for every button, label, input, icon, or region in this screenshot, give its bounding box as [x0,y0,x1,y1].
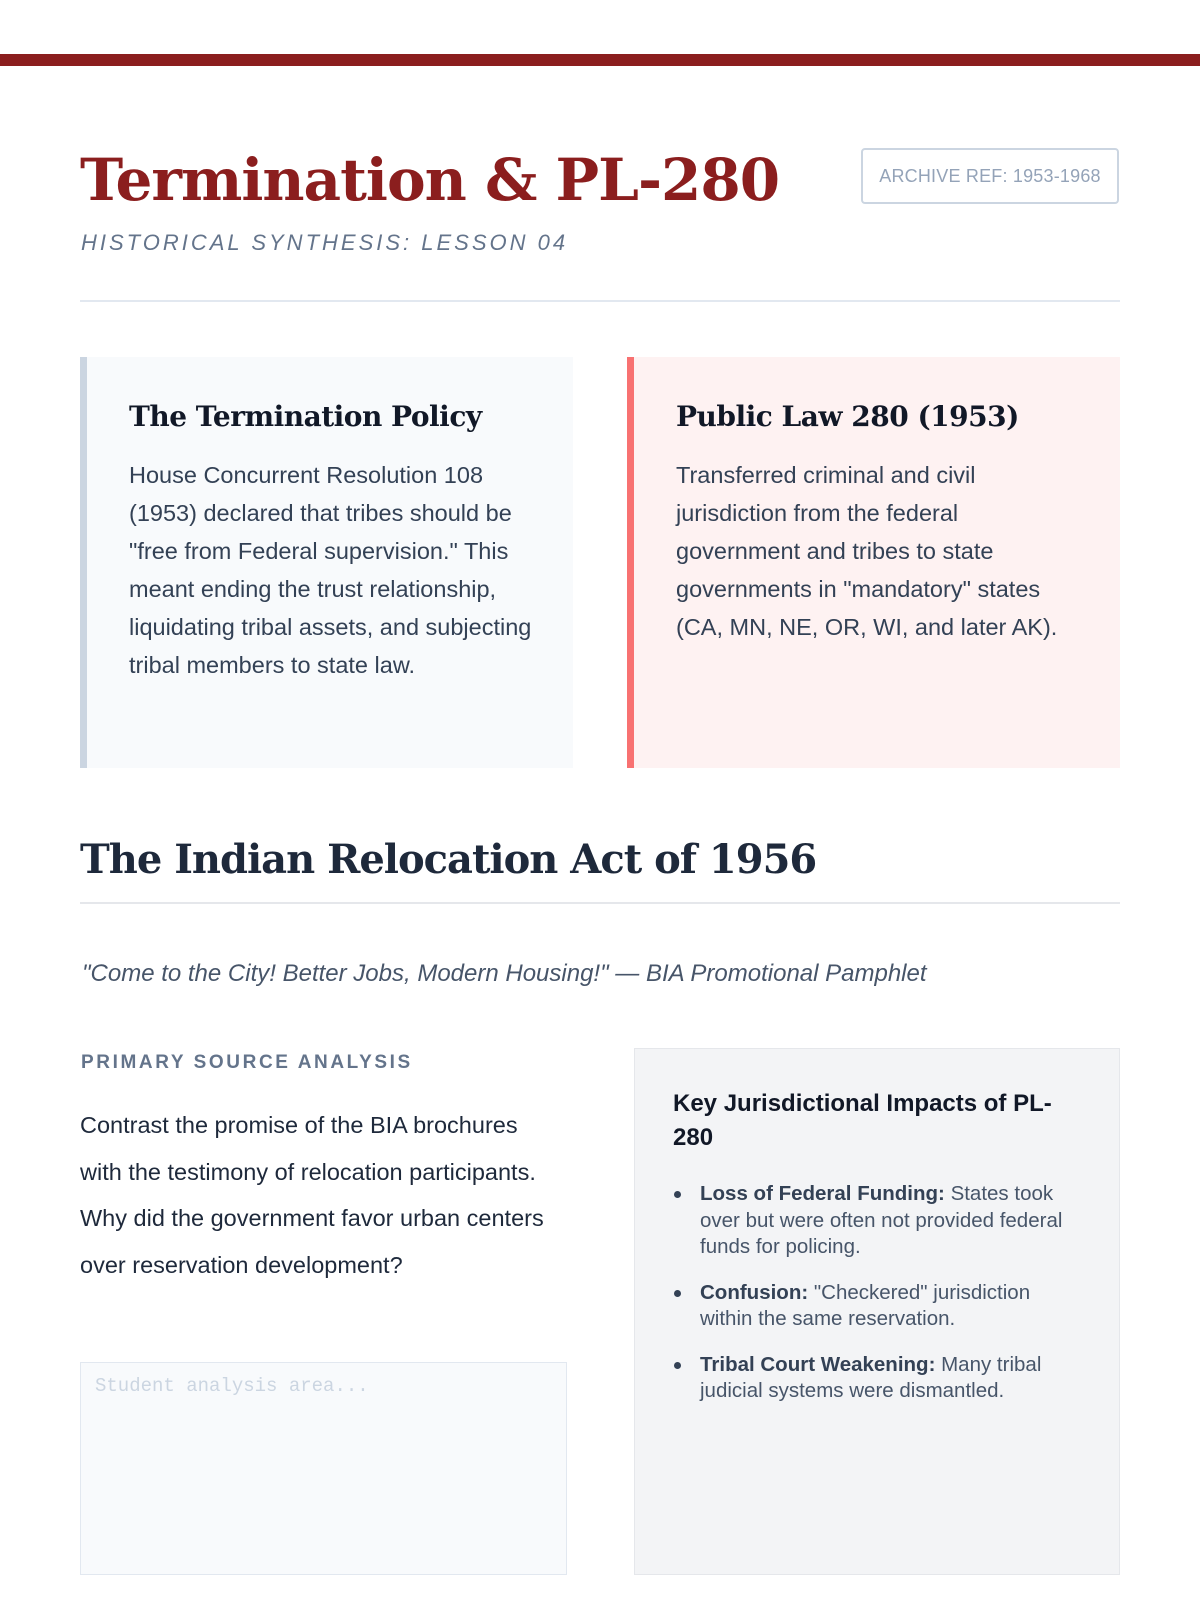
impact-term: Tribal Court Weakening: [700,1352,942,1376]
section-divider [80,902,1120,904]
termination-policy-title: The Termination Policy [129,400,482,433]
impact-term: Loss of Federal Funding: [700,1182,951,1205]
page-title: Termination & PL-280 [80,146,780,214]
public-law-280-card [627,357,1120,768]
bullet-icon [674,1191,681,1198]
top-accent-bar [0,54,1200,66]
impact-text: States took over but were often not provided federal funds for policing. [700,1182,1063,1258]
relocation-section-title: The Indian Relocation Act of 1956 [80,836,817,883]
header-divider [80,300,1120,302]
impacts-title: Key Jurisdictional Impacts of PL-280 [673,1090,1052,1151]
public-law-280-title: Public Law 280 (1953) [676,400,1019,433]
impact-item [673,1280,1085,1333]
public-law-280-body: Transferred criminal and civil jurisdiction from the federal government and tribes to state governments in "mandatory" states (CA, MN, NE, OR, WI, and later AK). [676,462,1058,640]
bia-pamphlet-quote: "Come to the City! Better Jobs, Modern Housing!" — BIA Promotional Pamphlet [82,960,927,987]
impact-item [673,1352,1085,1405]
jurisdictional-impacts-panel [634,1048,1120,1575]
analysis-prompt: Contrast the promise of the BIA brochures with the testimony of relocation participants. Why did the government favor urban centers over reservation development? [80,1112,544,1278]
student-analysis-input[interactable] [80,1362,567,1575]
impact-text: "Checkered" jurisdiction within the same reservation. [700,1280,1031,1330]
page-subtitle: HISTORICAL SYNTHESIS: LESSON 04 [81,230,569,255]
archive-ref-badge: ARCHIVE REF: 1953-1968 [861,148,1119,204]
termination-policy-card [80,357,573,768]
impact-term: Confusion: [700,1280,814,1304]
bullet-icon [674,1290,681,1297]
impact-text: Many tribal judicial systems were dismantled. [700,1352,1042,1402]
primary-source-analysis-label: PRIMARY SOURCE ANALYSIS [81,1052,413,1073]
impacts-list [673,1181,1085,1405]
termination-policy-body: House Concurrent Resolution 108 (1953) declared that tribes should be "free from Federal supervision." This meant ending the trust relationship, liquidating tribal assets, and subjecting tribal members to state law. [129,462,532,678]
bullet-icon [674,1362,681,1369]
impact-item [673,1181,1085,1261]
